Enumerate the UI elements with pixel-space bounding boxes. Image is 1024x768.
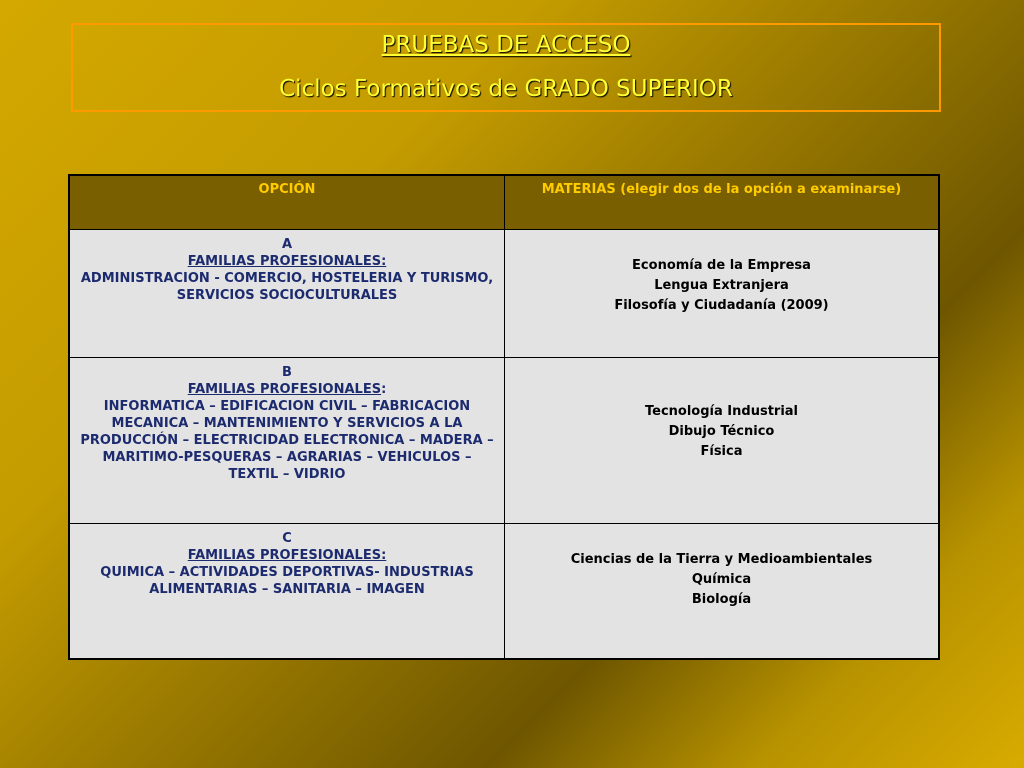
materias-cell: [505, 524, 940, 659]
option-cell: [69, 230, 505, 358]
option-letter: A: [281, 237, 293, 253]
familias-list: ADMINISTRACION - COMERCIO, HOSTELERIA Y TURISMO, SERVICIOS SOCIOCULTURALES: [80, 271, 494, 304]
title-box: [71, 23, 941, 112]
familias-label: FAMILIAS PROFESIONALES:: [187, 548, 387, 564]
materia-item: Física: [700, 443, 743, 459]
materia-item: Química: [691, 572, 752, 588]
option-cell: [69, 524, 505, 659]
familias-label: FAMILIAS PROFESIONALES: [187, 381, 382, 397]
header-materias: MATERIAS (elegir dos de la opción a examinarse): [505, 175, 940, 230]
materia-item: Economía de la Empresa: [632, 258, 811, 274]
materia-item: Tecnología Industrial: [645, 403, 798, 419]
option-letter: B: [282, 364, 292, 380]
familias-list: INFORMATICA – EDIFICACION CIVIL – FABRICACION MECANICA – MANTENIMIENTO Y SERVICIOS A LA PRODUCCIÓN – ELECTRICIDAD ELECTRONICA – MADERA – MARITIMO-PESQUERAS – AGRARIAS – VEHICULOS – TEXTIL – VIDRIO: [80, 398, 494, 482]
option-cell: [69, 357, 505, 524]
page-title: PRUEBAS DE ACCESO: [381, 32, 631, 58]
materia-item: Biología: [691, 592, 752, 608]
table-row: [69, 357, 939, 524]
materias-cell: [505, 357, 940, 524]
page-subtitle: Ciclos Formativos de GRADO SUPERIOR: [279, 76, 733, 102]
materia-item: Dibujo Técnico: [668, 423, 775, 439]
table-header-row: [69, 175, 939, 230]
materia-item: Filosofía y Ciudadanía (2009): [614, 298, 829, 314]
materia-item: Lengua Extranjera: [654, 278, 789, 294]
table-row: [69, 524, 939, 659]
familias-suffix: :: [381, 381, 387, 397]
materia-item: Ciencias de la Tierra y Medioambientales: [570, 552, 873, 568]
table-row: [69, 230, 939, 358]
access-table: [68, 174, 940, 660]
familias-label: FAMILIAS PROFESIONALES:: [187, 254, 387, 270]
header-option: OPCIÓN: [69, 175, 505, 230]
materias-cell: [505, 230, 940, 358]
familias-list: QUIMICA – ACTIVIDADES DEPORTIVAS- INDUSTRIAS ALIMENTARIAS – SANITARIA – IMAGEN: [100, 565, 474, 598]
option-letter: C: [282, 531, 292, 547]
